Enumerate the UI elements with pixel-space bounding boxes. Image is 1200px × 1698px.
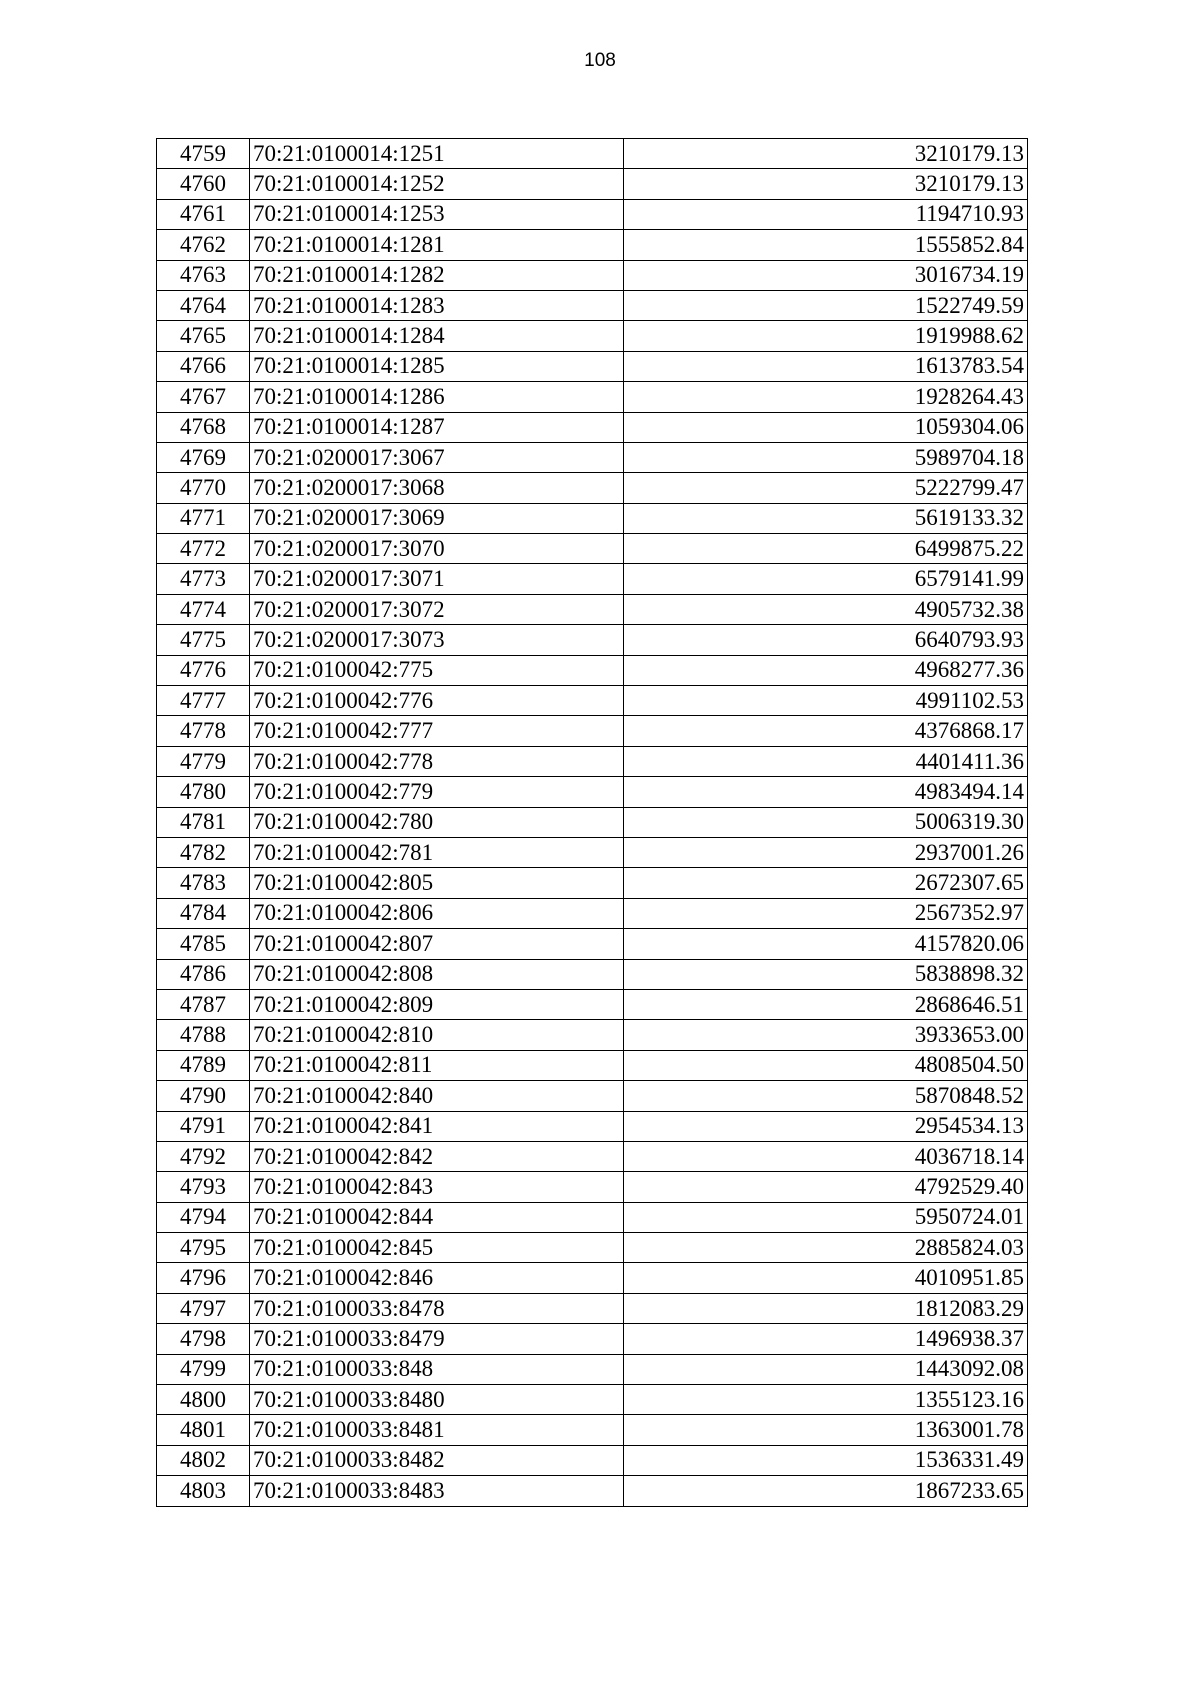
cadastral-value-cell: 2567352.97: [624, 898, 1028, 928]
table-row: [157, 1050, 1028, 1080]
cadastral-value-cell: 6640793.93: [624, 625, 1028, 655]
cadastral-value-cell: 2672307.65: [624, 868, 1028, 898]
cadastral-number-cell: 70:21:0100014:1281: [250, 230, 624, 260]
row-number-cell: 4800: [157, 1385, 250, 1415]
cadastral-number-cell: 70:21:0100042:845: [250, 1233, 624, 1263]
table-row: [157, 351, 1028, 381]
table-row: [157, 686, 1028, 716]
table-row: [157, 1445, 1028, 1475]
table-row: [157, 534, 1028, 564]
cadastral-value-cell: 5619133.32: [624, 503, 1028, 533]
row-number-cell: 4786: [157, 959, 250, 989]
row-number-cell: 4799: [157, 1354, 250, 1384]
table-row: [157, 898, 1028, 928]
cadastral-value-cell: 2885824.03: [624, 1233, 1028, 1263]
cadastral-value-cell: 1867233.65: [624, 1476, 1028, 1506]
table-row: [157, 139, 1028, 169]
cadastral-number-cell: 70:21:0100014:1287: [250, 412, 624, 442]
table-row: [157, 260, 1028, 290]
row-number-cell: 4765: [157, 321, 250, 351]
cadastral-number-cell: 70:21:0100014:1284: [250, 321, 624, 351]
table-row: [157, 230, 1028, 260]
row-number-cell: 4767: [157, 382, 250, 412]
row-number-cell: 4797: [157, 1293, 250, 1323]
cadastral-value-cell: 2937001.26: [624, 837, 1028, 867]
cadastral-value-cell: 4905732.38: [624, 594, 1028, 624]
cadastral-number-cell: 70:21:0100042:805: [250, 868, 624, 898]
cadastral-number-cell: 70:21:0200017:3071: [250, 564, 624, 594]
row-number-cell: 4766: [157, 351, 250, 381]
table-row: [157, 777, 1028, 807]
row-number-cell: 4796: [157, 1263, 250, 1293]
cadastral-value-cell: 4157820.06: [624, 929, 1028, 959]
cadastral-value-cell: 2954534.13: [624, 1111, 1028, 1141]
cadastral-number-cell: 70:21:0200017:3070: [250, 534, 624, 564]
table-row: [157, 473, 1028, 503]
row-number-cell: 4780: [157, 777, 250, 807]
cadastral-value-cell: 6579141.99: [624, 564, 1028, 594]
table-row: [157, 1263, 1028, 1293]
cadastral-number-cell: 70:21:0100042:807: [250, 929, 624, 959]
row-number-cell: 4775: [157, 625, 250, 655]
cadastral-value-cell: 1555852.84: [624, 230, 1028, 260]
table-row: [157, 625, 1028, 655]
cadastral-value-cell: 1522749.59: [624, 290, 1028, 320]
row-number-cell: 4794: [157, 1202, 250, 1232]
table-row: [157, 989, 1028, 1019]
cadastral-number-cell: 70:21:0100042:777: [250, 716, 624, 746]
table-row: [157, 807, 1028, 837]
table-body: [157, 139, 1028, 1507]
row-number-cell: 4792: [157, 1141, 250, 1171]
cadastral-value-cell: 1536331.49: [624, 1445, 1028, 1475]
table-row: [157, 1111, 1028, 1141]
cadastral-number-cell: 70:21:0100042:781: [250, 837, 624, 867]
cadastral-number-cell: 70:21:0100042:810: [250, 1020, 624, 1050]
table-row: [157, 1233, 1028, 1263]
cadastral-value-cell: 1919988.62: [624, 321, 1028, 351]
cadastral-number-cell: 70:21:0100033:8481: [250, 1415, 624, 1445]
cadastral-value-cell: 4010951.85: [624, 1263, 1028, 1293]
cadastral-value-cell: 5006319.30: [624, 807, 1028, 837]
cadastral-value-cell: 1443092.08: [624, 1354, 1028, 1384]
cadastral-number-cell: 70:21:0100042:779: [250, 777, 624, 807]
cadastral-value-cell: 3016734.19: [624, 260, 1028, 290]
cadastral-value-cell: 2868646.51: [624, 989, 1028, 1019]
cadastral-value-cell: 1194710.93: [624, 199, 1028, 229]
row-number-cell: 4801: [157, 1415, 250, 1445]
table-row: [157, 199, 1028, 229]
cadastral-value-cell: 3210179.13: [624, 139, 1028, 169]
table-row: [157, 321, 1028, 351]
row-number-cell: 4777: [157, 686, 250, 716]
row-number-cell: 4781: [157, 807, 250, 837]
cadastral-value-cell: 1355123.16: [624, 1385, 1028, 1415]
cadastral-number-cell: 70:21:0100033:8478: [250, 1293, 624, 1323]
cadastral-number-cell: 70:21:0100042:808: [250, 959, 624, 989]
cadastral-value-cell: 5222799.47: [624, 473, 1028, 503]
cadastral-value-cell: 4991102.53: [624, 686, 1028, 716]
cadastral-value-cell: 4401411.36: [624, 746, 1028, 776]
cadastral-number-cell: 70:21:0100014:1285: [250, 351, 624, 381]
row-number-cell: 4762: [157, 230, 250, 260]
row-number-cell: 4774: [157, 594, 250, 624]
row-number-cell: 4790: [157, 1081, 250, 1111]
cadastral-value-cell: 5950724.01: [624, 1202, 1028, 1232]
table-row: [157, 1476, 1028, 1506]
cadastral-number-cell: 70:21:0100042:840: [250, 1081, 624, 1111]
cadastral-value-cell: 4036718.14: [624, 1141, 1028, 1171]
row-number-cell: 4764: [157, 290, 250, 320]
table-row: [157, 746, 1028, 776]
row-number-cell: 4784: [157, 898, 250, 928]
table-row: [157, 655, 1028, 685]
cadastral-value-cell: 3210179.13: [624, 169, 1028, 199]
row-number-cell: 4787: [157, 989, 250, 1019]
cadastral-number-cell: 70:21:0100014:1253: [250, 199, 624, 229]
table-row: [157, 564, 1028, 594]
row-number-cell: 4759: [157, 139, 250, 169]
row-number-cell: 4788: [157, 1020, 250, 1050]
table-row: [157, 1172, 1028, 1202]
cadastral-number-cell: 70:21:0100033:848: [250, 1354, 624, 1384]
cadastral-number-cell: 70:21:0100014:1282: [250, 260, 624, 290]
cadastral-value-cell: 3933653.00: [624, 1020, 1028, 1050]
table-row: [157, 1324, 1028, 1354]
cadastral-number-cell: 70:21:0100033:8480: [250, 1385, 624, 1415]
cadastral-value-cell: 1928264.43: [624, 382, 1028, 412]
row-number-cell: 4771: [157, 503, 250, 533]
cadastral-number-cell: 70:21:0100042:842: [250, 1141, 624, 1171]
row-number-cell: 4793: [157, 1172, 250, 1202]
table-row: [157, 442, 1028, 472]
table-row: [157, 1202, 1028, 1232]
cadastral-number-cell: 70:21:0200017:3072: [250, 594, 624, 624]
table-row: [157, 1020, 1028, 1050]
cadastral-number-cell: 70:21:0100042:778: [250, 746, 624, 776]
cadastral-number-cell: 70:21:0100042:811: [250, 1050, 624, 1080]
cadastral-value-cell: 1496938.37: [624, 1324, 1028, 1354]
cadastral-number-cell: 70:21:0100042:780: [250, 807, 624, 837]
row-number-cell: 4769: [157, 442, 250, 472]
cadastral-number-cell: 70:21:0100042:809: [250, 989, 624, 1019]
cadastral-number-cell: 70:21:0100033:8482: [250, 1445, 624, 1475]
cadastral-number-cell: 70:21:0100042:846: [250, 1263, 624, 1293]
row-number-cell: 4803: [157, 1476, 250, 1506]
page-number: 108: [584, 50, 616, 71]
row-number-cell: 4772: [157, 534, 250, 564]
table-row: [157, 929, 1028, 959]
cadastral-number-cell: 70:21:0100014:1251: [250, 139, 624, 169]
cadastral-value-cell: 5838898.32: [624, 959, 1028, 989]
row-number-cell: 4783: [157, 868, 250, 898]
table-row: [157, 1081, 1028, 1111]
table-row: [157, 959, 1028, 989]
cadastral-number-cell: 70:21:0100033:8483: [250, 1476, 624, 1506]
cadastral-number-cell: 70:21:0100042:843: [250, 1172, 624, 1202]
cadastral-value-cell: 4968277.36: [624, 655, 1028, 685]
row-number-cell: 4761: [157, 199, 250, 229]
table-row: [157, 837, 1028, 867]
table-row: [157, 382, 1028, 412]
row-number-cell: 4760: [157, 169, 250, 199]
cadastral-number-cell: 70:21:0100042:844: [250, 1202, 624, 1232]
row-number-cell: 4779: [157, 746, 250, 776]
table-row: [157, 290, 1028, 320]
table-row: [157, 1385, 1028, 1415]
table-row: [157, 412, 1028, 442]
cadastral-number-cell: 70:21:0100014:1252: [250, 169, 624, 199]
cadastral-value-cell: 1363001.78: [624, 1415, 1028, 1445]
cadastral-number-cell: 70:21:0100042:776: [250, 686, 624, 716]
cadastral-value-cell: 1812083.29: [624, 1293, 1028, 1323]
table-row: [157, 169, 1028, 199]
row-number-cell: 4789: [157, 1050, 250, 1080]
table-row: [157, 1415, 1028, 1445]
cadastral-number-cell: 70:21:0200017:3067: [250, 442, 624, 472]
row-number-cell: 4791: [157, 1111, 250, 1141]
cadastral-number-cell: 70:21:0100014:1283: [250, 290, 624, 320]
cadastral-value-cell: 4376868.17: [624, 716, 1028, 746]
table-row: [157, 716, 1028, 746]
row-number-cell: 4763: [157, 260, 250, 290]
cadastral-number-cell: 70:21:0200017:3068: [250, 473, 624, 503]
row-number-cell: 4782: [157, 837, 250, 867]
cadastral-number-cell: 70:21:0100042:775: [250, 655, 624, 685]
row-number-cell: 4776: [157, 655, 250, 685]
row-number-cell: 4802: [157, 1445, 250, 1475]
cadastral-value-cell: 4792529.40: [624, 1172, 1028, 1202]
row-number-cell: 4770: [157, 473, 250, 503]
cadastral-number-cell: 70:21:0100042:841: [250, 1111, 624, 1141]
cadastral-number-cell: 70:21:0100033:8479: [250, 1324, 624, 1354]
cadastral-number-cell: 70:21:0100014:1286: [250, 382, 624, 412]
row-number-cell: 4795: [157, 1233, 250, 1263]
cadastral-number-cell: 70:21:0200017:3069: [250, 503, 624, 533]
table-row: [157, 1293, 1028, 1323]
cadastral-number-cell: 70:21:0100042:806: [250, 898, 624, 928]
cadastral-value-cell: 1059304.06: [624, 412, 1028, 442]
table-row: [157, 594, 1028, 624]
row-number-cell: 4785: [157, 929, 250, 959]
table-row: [157, 868, 1028, 898]
table-row: [157, 503, 1028, 533]
cadastral-value-cell: 4983494.14: [624, 777, 1028, 807]
table-row: [157, 1141, 1028, 1171]
cadastral-value-cell: 4808504.50: [624, 1050, 1028, 1080]
table-row: [157, 1354, 1028, 1384]
cadastral-number-cell: 70:21:0200017:3073: [250, 625, 624, 655]
row-number-cell: 4778: [157, 716, 250, 746]
row-number-cell: 4768: [157, 412, 250, 442]
cadastral-value-cell: 5870848.52: [624, 1081, 1028, 1111]
cadastral-value-table: [156, 138, 1028, 1507]
row-number-cell: 4798: [157, 1324, 250, 1354]
cadastral-value-cell: 6499875.22: [624, 534, 1028, 564]
cadastral-value-cell: 5989704.18: [624, 442, 1028, 472]
cadastral-value-cell: 1613783.54: [624, 351, 1028, 381]
row-number-cell: 4773: [157, 564, 250, 594]
